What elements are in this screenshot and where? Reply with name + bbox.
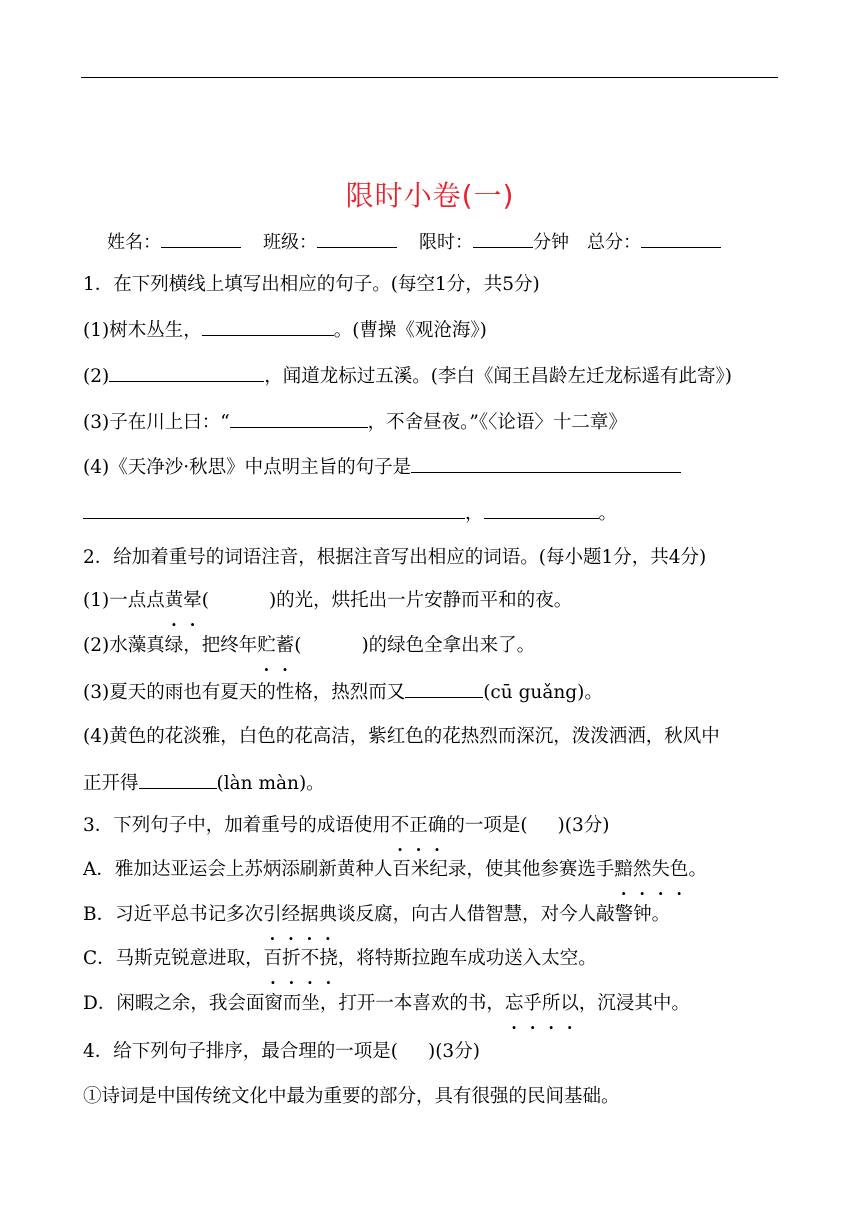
emphasis-char: 挠 xyxy=(319,948,338,969)
name-label: 姓名： xyxy=(107,232,161,253)
q3-option-b-text: B．习近平总书记多次 xyxy=(83,904,264,925)
q3-option-a[interactable] xyxy=(83,857,707,883)
class-blank[interactable] xyxy=(317,229,397,248)
q3-option-b-end: 谈反腐，向古人借智慧，对今人敲警钟。 xyxy=(337,904,671,925)
q3-option-c-text: C．马斯克锐意进取， xyxy=(83,948,264,969)
q3-option-d-text: D．闲暇之余，我会面窗而坐，打开一本喜欢的书， xyxy=(83,993,505,1014)
q2-item-4-text-b: 正开得 xyxy=(83,773,139,794)
q1-item-3 xyxy=(83,409,627,436)
q3-stem xyxy=(83,813,609,839)
q1-item-3-blank[interactable] xyxy=(230,409,368,428)
q4-stem xyxy=(83,1039,480,1065)
time-unit: 分钟 xyxy=(533,232,569,253)
q2-stem: 2．给加着重号的词语注音，根据注音写出相应的词语。(每小题1分，共4分) xyxy=(83,547,707,568)
emphasis-char: 黯 xyxy=(614,859,633,880)
emphasis-char: 以 xyxy=(560,993,579,1014)
q2-item-1-text-c: )的光，烘托出一片安静而平和的夜。 xyxy=(268,590,573,611)
q1-item-4-blank-2[interactable] xyxy=(83,500,465,519)
q4-stem-text-a: 4．给下列句子排序，最合理的一项是( xyxy=(83,1041,398,1062)
q2-item-4-cont xyxy=(83,770,325,797)
time-label: 限时： xyxy=(419,232,473,253)
q2-item-1-text-a: (1)一点点 xyxy=(83,590,165,611)
emphasis-char: 不 xyxy=(390,815,410,836)
q2-item-3-blank[interactable] xyxy=(405,679,483,698)
emphasis-char: 不 xyxy=(300,948,320,969)
score-label: 总分： xyxy=(587,232,641,253)
emphasis-char: 蓄 xyxy=(275,635,295,656)
q3-stem-text-a: 3．下列句子中，加着重号的成语使用 xyxy=(83,815,391,836)
emphasis-char: 失 xyxy=(651,859,670,880)
q3-stem-text-c: )(3分) xyxy=(557,815,610,836)
q2-item-3 xyxy=(83,679,603,706)
name-blank[interactable] xyxy=(161,229,241,248)
emphasis-char: 典 xyxy=(318,904,338,925)
score-blank[interactable] xyxy=(641,229,721,248)
q3-option-d-end: ，沉浸其中。 xyxy=(578,993,690,1014)
q1-item-4-blank-1[interactable] xyxy=(411,454,681,473)
q1-stem: 1．在下列横线上填写出相应的句子。(每空1分，共5分) xyxy=(83,274,540,295)
q1-item-4-cont xyxy=(83,500,617,527)
q3-option-d[interactable] xyxy=(83,991,690,1017)
emphasis-char: 忘 xyxy=(504,993,524,1014)
q1-item-4-text-a: (4)《天净沙·秋思》中点明主旨的句子是 xyxy=(83,457,412,478)
q1-item-1-text-a: (1)树木丛生， xyxy=(83,320,202,341)
q2-item-1 xyxy=(83,588,572,614)
student-info-line xyxy=(107,229,721,256)
emphasis-char: 确 xyxy=(427,815,447,836)
q2-item-2 xyxy=(83,633,535,659)
q2-item-1-paren-open: ( xyxy=(201,590,209,611)
q3-stem-text-b: 的一项是( xyxy=(446,815,528,836)
q2-item-2-text-c: )的绿色全拿出来了。 xyxy=(361,635,536,656)
class-label: 班级： xyxy=(263,232,317,253)
emphasis-char: 经 xyxy=(281,904,301,925)
emphasis-char: 据 xyxy=(300,904,319,925)
header-rule xyxy=(81,77,778,78)
emphasis-char: 黄 xyxy=(164,590,184,611)
emphasis-char: 折 xyxy=(282,948,301,969)
q3-option-a-end: 。 xyxy=(688,859,707,880)
q1-item-1 xyxy=(83,317,487,344)
q1-item-3-text-b: ，不舍昼夜。”《〈论语〉十二章》 xyxy=(367,412,627,433)
q3-option-a-text: A．雅加达亚运会上苏炳添刷新黄种人百米纪录，使其他参赛选手 xyxy=(83,859,615,880)
q4-stem-text-b: )(3分) xyxy=(428,1041,480,1062)
emphasis-char: 引 xyxy=(263,904,282,925)
q1-item-4 xyxy=(83,454,681,481)
emphasis-char: 乎 xyxy=(523,993,542,1014)
q2-item-2-paren-open: ( xyxy=(294,635,302,656)
q1-item-2-text-b: ，闻道龙标过五溪。(李白《闻王昌龄左迁龙标遥有此寄》) xyxy=(264,366,732,387)
q3-option-b[interactable] xyxy=(83,902,670,928)
emphasis-char: 色 xyxy=(669,859,689,880)
q3-option-c-end: ，将特斯拉跑车成功送入太空。 xyxy=(337,948,597,969)
emphasis-char: 然 xyxy=(632,859,652,880)
q2-item-4-text-c: (làn màn)。 xyxy=(216,773,325,794)
q2-item-3-text-b: (cū guǎng)。 xyxy=(483,682,603,703)
q4-sentence-1: ①诗词是中国传统文化中最为重要的部分，具有很强的民间基础。 xyxy=(83,1086,620,1107)
q1-item-4-text-c: 。 xyxy=(598,503,618,524)
page-title: 限时小卷(一) xyxy=(345,179,515,212)
q1-item-2-blank[interactable] xyxy=(109,363,264,382)
emphasis-char: 正 xyxy=(409,815,428,836)
q2-item-4-blank[interactable] xyxy=(139,770,217,789)
emphasis-char: 贮 xyxy=(257,635,276,656)
q3-option-c[interactable] xyxy=(83,946,597,972)
emphasis-char: 所 xyxy=(541,993,561,1014)
q1-item-4-text-b: ， xyxy=(465,503,484,524)
q1-item-2 xyxy=(83,363,732,390)
q1-item-1-blank[interactable] xyxy=(202,317,334,336)
time-blank[interactable] xyxy=(473,229,533,248)
q1-item-4-blank-3[interactable] xyxy=(484,500,599,519)
emphasis-char: 晕 xyxy=(183,590,202,611)
q1-item-2-text-a: (2) xyxy=(83,366,110,387)
q2-item-4: (4)黄色的花淡雅，白色的花高洁，紫红色的花热烈而深沉，泼泼洒洒，秋风中 xyxy=(83,726,720,747)
q1-item-3-text-a: (3)子在川上曰：“ xyxy=(83,412,230,433)
emphasis-char: 百 xyxy=(263,948,283,969)
q2-item-3-text-a: (3)夏天的雨也有夏天的性格，热烈而又 xyxy=(83,682,406,703)
q2-item-2-text-a: (2)水藻真绿，把终年 xyxy=(83,635,258,656)
q1-item-1-text-b: 。(曹操《观沧海》) xyxy=(333,320,487,341)
